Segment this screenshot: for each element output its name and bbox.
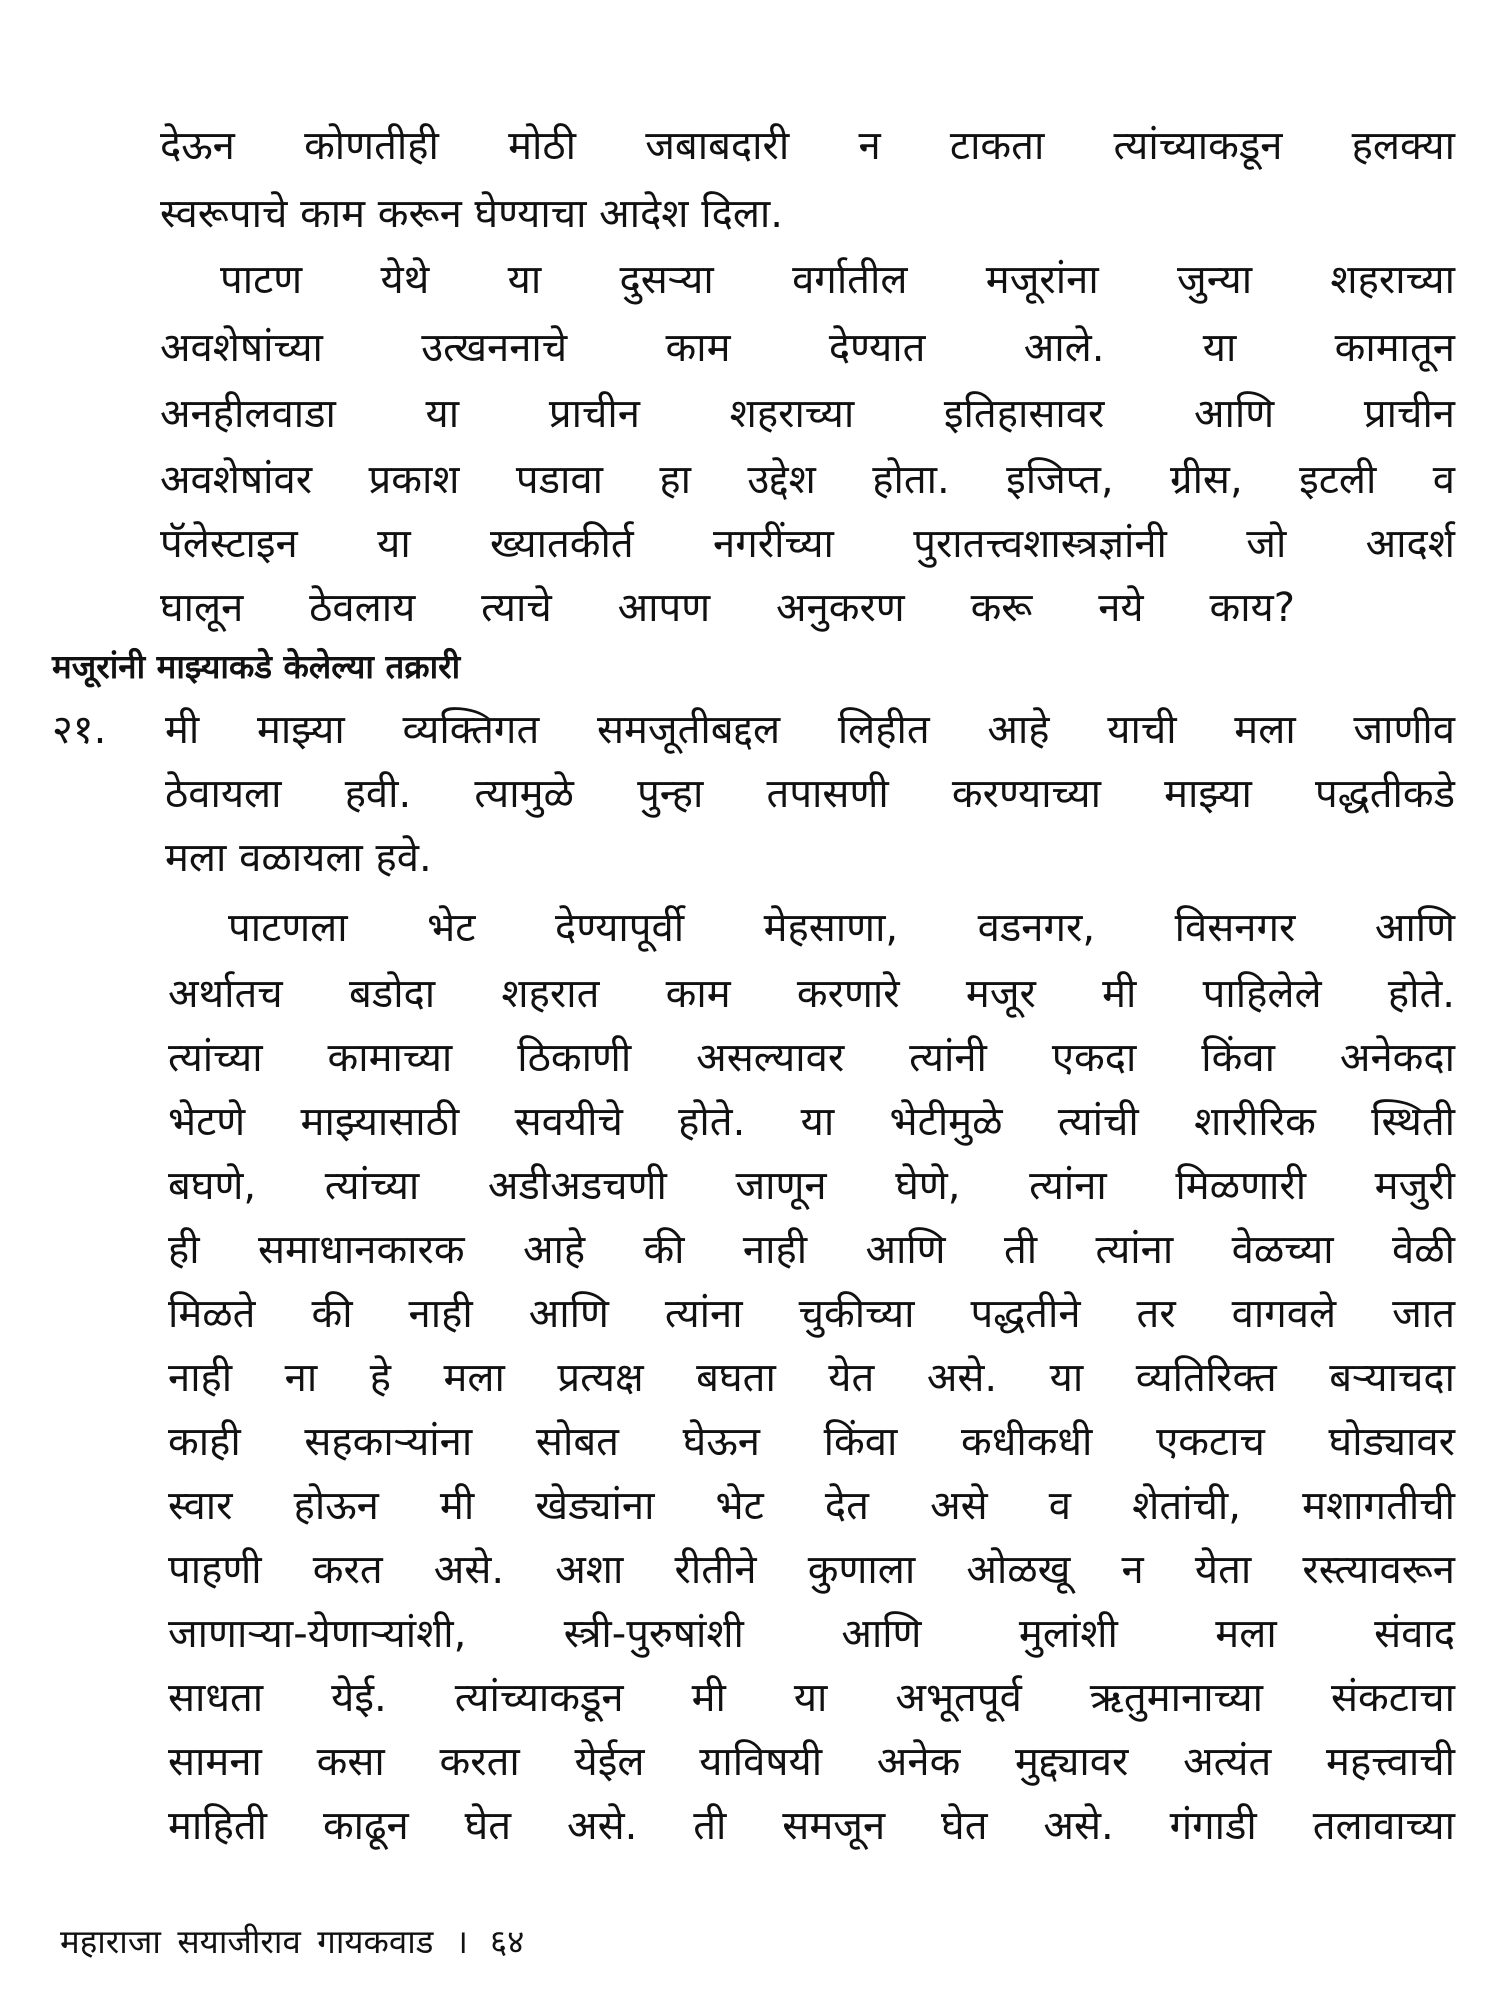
text-line: अवशेषांच्या उत्खननाचे काम देण्यात आले. या कामातून: [160, 325, 1455, 371]
text-line: सामना कसा करता येईल याविषयी अनेक मुद्द्यावर अत्यंत महत्त्वाची: [168, 1739, 1455, 1785]
page-footer: [60, 1918, 524, 1966]
text-line: देऊन कोणतीही मोठी जबाबदारी न टाकता त्यांच्याकडून हलक्या: [160, 123, 1455, 169]
text-line: ठेवायला हवी. त्यामुळे पुन्हा तपासणी करण्याच्या माझ्या पद्धतीकडे: [165, 771, 1455, 817]
text-line: माहिती काढून घेत असे. ती समजून घेत असे. गंगाडी तलावाच्या: [168, 1803, 1455, 1849]
text-line: अवशेषांवर प्रकाश पडावा हा उद्देश होता. इजिप्त, ग्रीस, इटली व: [160, 457, 1455, 503]
text-line: अर्थातच बडोदा शहरात काम करणारे मजूर मी पाहिलेले होते.: [168, 971, 1455, 1017]
text-line: त्यांच्या कामाच्या ठिकाणी असल्यावर त्यांनी एकदा किंवा अनेकदा: [168, 1035, 1455, 1081]
text-line: ही समाधानकारक आहे की नाही आणि ती त्यांना वेळच्या वेळी: [168, 1227, 1455, 1273]
text-line: पाटण येथे या दुसऱ्या वर्गातील मजूरांना जुन्या शहराच्या: [220, 257, 1455, 303]
text-line: पाटणला भेट देण्यापूर्वी मेहसाणा, वडनगर, विसनगर आणि: [228, 905, 1455, 951]
text-line: अनहीलवाडा या प्राचीन शहराच्या इतिहासावर आणि प्राचीन: [160, 391, 1455, 437]
text-line: मी माझ्या व्यक्तिगत समजूतीबद्दल लिहीत आहे याची मला जाणीव: [165, 707, 1455, 753]
text-line: पाहणी करत असे. अशा रीतीने कुणाला ओळखू न येता रस्त्यावरून: [168, 1547, 1455, 1593]
text-line: घालून ठेवलाय त्याचे आपण अनुकरण करू नये काय?: [160, 585, 1295, 631]
page-number: ६४: [489, 1922, 525, 1961]
text-line: स्वार होऊन मी खेड्यांना भेट देत असे व शेतांची, मशागतीची: [168, 1483, 1455, 1529]
text-line: मिळते की नाही आणि त्यांना चुकीच्या पद्धतीने तर वागवले जात: [168, 1291, 1455, 1337]
text-line: जाणाऱ्या-येणाऱ्यांशी, स्त्री-पुरुषांशी आणि मुलांशी मला संवाद: [168, 1611, 1455, 1657]
text-line: काही सहकाऱ्यांना सोबत घेऊन किंवा कधीकधी एकटाच घोड्यावर: [168, 1419, 1455, 1465]
text-line: नाही ना हे मला प्रत्यक्ष बघता येत असे. या व्यतिरिक्त बऱ्याचदा: [168, 1355, 1455, 1401]
text-line: मला वळायला हवे.: [165, 835, 432, 881]
text-line: साधता येई. त्यांच्याकडून मी या अभूतपूर्व ऋतुमानाच्या संकटाचा: [168, 1675, 1455, 1721]
footer-separator: ।: [455, 1922, 468, 1961]
text-line: पॅलेस्टाइन या ख्यातकीर्त नगरींच्या पुरातत्त्वशास्त्रज्ञांनी जो आदर्श: [160, 521, 1455, 567]
paragraph-number: २१.: [52, 707, 107, 753]
text-line: बघणे, त्यांच्या अडीअडचणी जाणून घेणे, त्यांना मिळणारी मजुरी: [168, 1163, 1455, 1209]
section-heading: मजूरांनी माझ्याकडे केलेल्या तक्रारी: [52, 647, 461, 686]
text-line: स्वरूपाचे काम करून घेण्याचा आदेश दिला.: [160, 191, 784, 237]
text-line: भेटणे माझ्यासाठी सवयीचे होते. या भेटीमुळे त्यांची शारीरिक स्थिती: [168, 1099, 1455, 1145]
footer-title: महाराजा सयाजीराव गायकवाड: [60, 1922, 434, 1961]
